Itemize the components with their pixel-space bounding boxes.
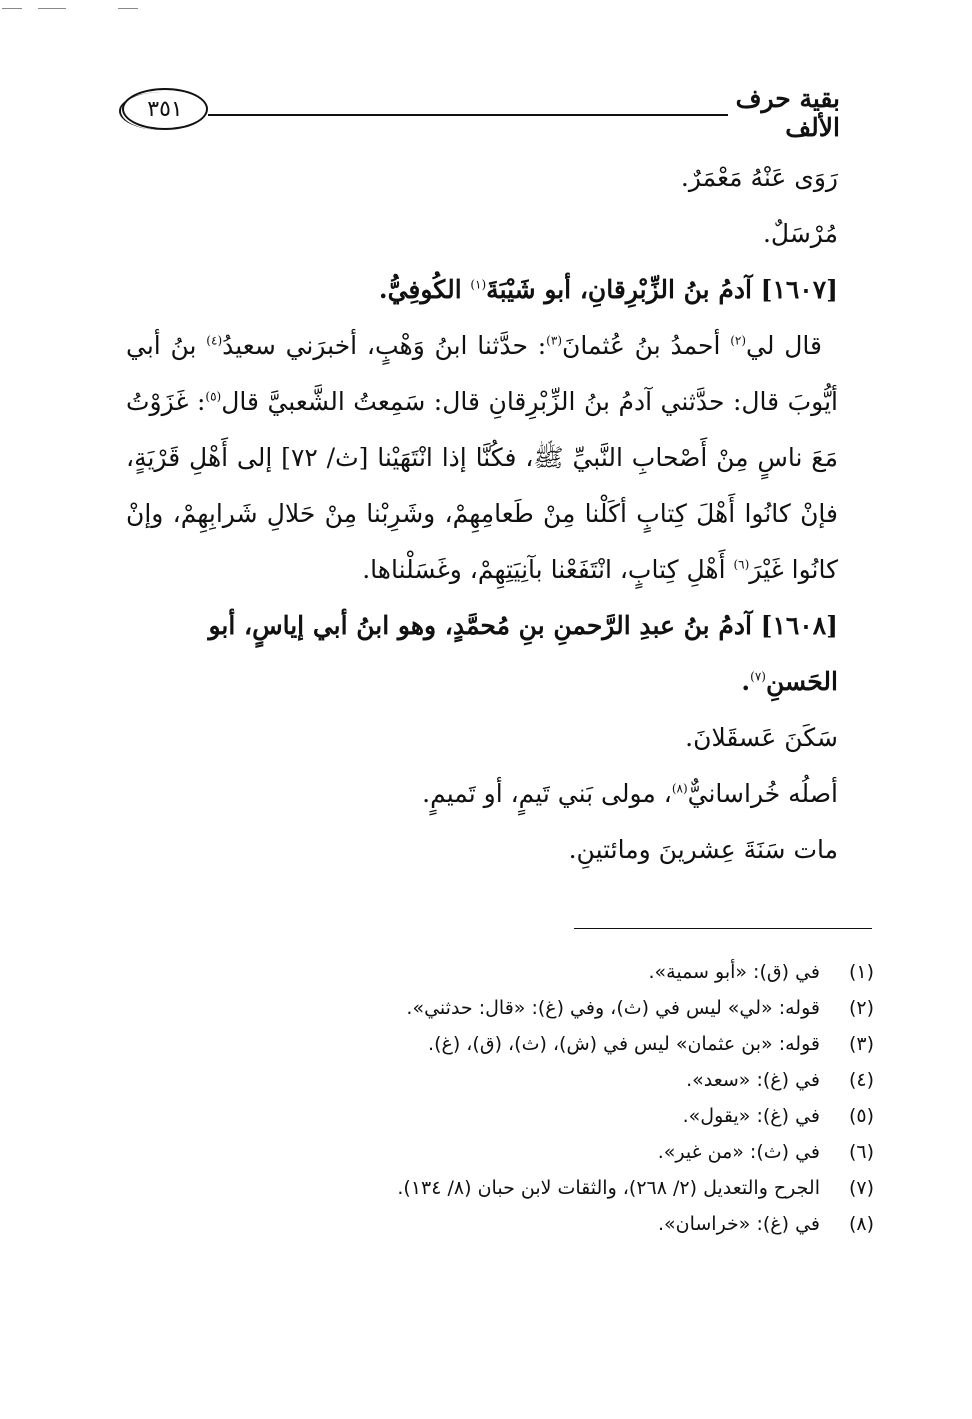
text-run: بنُ أبي أيُّوبَ قال: حدَّثني آدمُ بنُ الزِّبْرِقانِ قال: سَمِعتُ الشَّعبيَّ قال: [126, 331, 838, 416]
footnote-item: [114, 1170, 874, 1206]
paragraph-residence: [126, 710, 838, 766]
main-text: [126, 150, 838, 878]
entry-title-tail: الكُوفِيُّ.: [378, 275, 471, 304]
footnote-text: الجرح والتعديل (٢/ ٢٦٨)، والثقات لابن حبان (٨/ ١٣٤).: [397, 1177, 820, 1199]
footnotes: [114, 954, 874, 1242]
footnote-number: (٣): [848, 1033, 874, 1055]
footnote-text: في (ق): «أبو سمية».: [648, 961, 820, 983]
footnote-item: [114, 1098, 874, 1134]
footnote-text: في (غ): «يقول».: [682, 1105, 820, 1127]
footnote-text: قوله: «بن عثمان» ليس في (ش)، (ث)، (ق)، (غ).: [428, 1033, 820, 1055]
entry-heading-1607: [126, 262, 838, 318]
footnote-ref[interactable]: (٣): [546, 333, 562, 348]
text-run: مات سَنَةَ عِشرينَ ومائتينِ.: [568, 835, 838, 864]
text-run: ، مولى بَني تَيمٍ، أو تَميمٍ.: [422, 779, 672, 808]
footnote-number: (٥): [848, 1105, 874, 1127]
scan-corner-marks: [0, 4, 200, 16]
footnote-ref[interactable]: (٤): [206, 333, 223, 348]
scan-mark: [38, 8, 66, 9]
text-run: : غَزَوْتُ مَعَ ناسٍ مِنْ أَصْحابِ النَّبيِّ ﷺ، فكُنَّا إذا انْتَهَيْنا [ث/ ٧٢] إلى أَهْلِ قَرْيَةٍ، فإنْ كانُوا أَهْلَ كِتابٍ أكَلْنا مِنْ طَعامِهِمْ، وشَرِبْنا مِنْ حَلالِ شَرابِهِمْ، وإنْ كانُوا غَيْرَ: [126, 387, 839, 584]
footnote-ref[interactable]: (٢): [730, 333, 747, 348]
text-run: أصلُه خُراسانيٌّ: [687, 779, 838, 808]
footnote-item: [114, 1134, 874, 1170]
footnote-number: (٦): [848, 1141, 874, 1163]
page-number: ٣٥١: [122, 88, 208, 130]
paragraph-death: [126, 822, 838, 878]
footnote-ref[interactable]: (٧): [750, 669, 766, 684]
footnote-ref[interactable]: (١): [470, 277, 487, 292]
text-run: مُرْسَلٌ.: [762, 219, 838, 248]
footnote-item: [114, 1062, 874, 1098]
footnote-number: (٧): [848, 1177, 874, 1199]
footnote-text: قوله: «لي» ليس في (ث)، وفي (غ): «قال: حدثني».: [406, 997, 820, 1019]
footnote-item: [114, 954, 874, 990]
footnote-number: (١): [848, 961, 874, 983]
entry-title: [١٦٠٧] آدمُ بنُ الزِّبْرِقانِ، أبو شَيْبَةَ: [486, 275, 838, 304]
footnote-text: في (ث): «من غير».: [657, 1141, 820, 1163]
footnote-item: [114, 1026, 874, 1062]
text-run: أحمدُ بنُ عُثمانَ: [562, 331, 731, 360]
header-rule: [208, 114, 728, 116]
scan-mark: [118, 8, 138, 9]
footnote-number: (٢): [848, 997, 874, 1019]
paragraph-mursal: [126, 206, 838, 262]
footnote-separator: [574, 928, 872, 929]
footnote-ref[interactable]: (٥): [205, 389, 222, 404]
entry-title: [١٦٠٨] آدمُ بنُ عبدِ الرَّحمنِ بنِ مُحمَّدٍ، وهو ابنُ أبي إياسٍ، أبو الحَسنِ: [208, 611, 838, 696]
footnote-item: [114, 1206, 874, 1242]
footnote-text: في (غ): «خراسان».: [657, 1213, 820, 1235]
footnote-item: [114, 990, 874, 1026]
text-run: سَكَنَ عَسقَلانَ.: [685, 723, 838, 752]
text-run: أَهْلِ كِتابٍ، انْتَفَعْنا بآنِيَتِهِمْ، وغَسَلْناها.: [362, 555, 734, 584]
footnote-ref[interactable]: (٦): [733, 557, 750, 572]
running-title: بقية حرف الألف: [735, 84, 840, 142]
footnote-ref[interactable]: (٨): [671, 781, 688, 796]
entry-title-tail: .: [741, 667, 751, 696]
scan-mark: [2, 8, 22, 9]
paragraph-narrated: [126, 150, 838, 206]
paragraph-origin: [126, 766, 838, 822]
footnote-number: (٤): [848, 1069, 874, 1091]
entry-heading-1608: [126, 598, 838, 710]
text-run: رَوَى عَنْهُ مَعْمَرٌ.: [680, 163, 838, 192]
footnote-text: في (غ): «سعد».: [686, 1069, 820, 1091]
text-run: قال لي: [746, 331, 822, 360]
page-header: [122, 84, 840, 142]
text-run: : حدَّثنا ابنُ وَهْبٍ، أخبرَني سعيدُ: [222, 331, 547, 360]
footnote-number: (٨): [848, 1213, 874, 1235]
paragraph-narration: [126, 318, 838, 598]
